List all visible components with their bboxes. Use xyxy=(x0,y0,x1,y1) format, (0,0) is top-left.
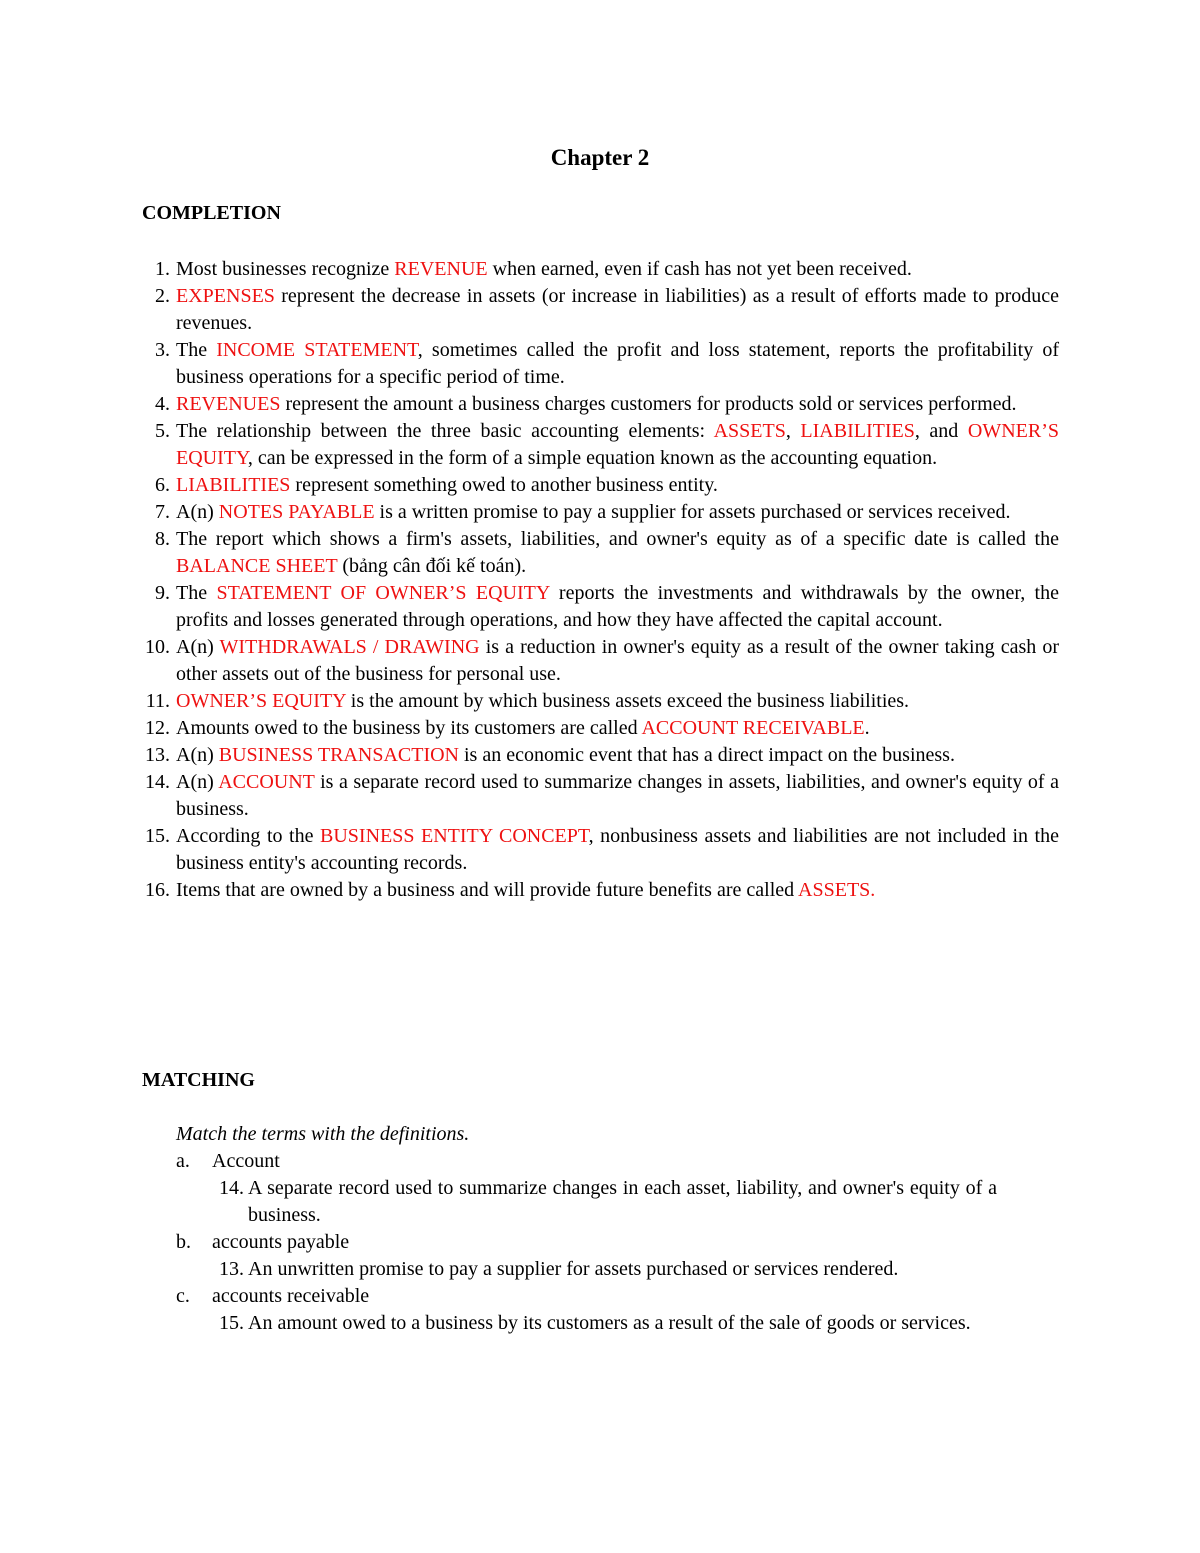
question-text: Items that are owned by a business and will provide future benefits are called xyxy=(176,879,799,901)
item-text xyxy=(176,744,955,766)
item-text xyxy=(176,393,1017,415)
answer-text: LIABILITIES xyxy=(176,474,291,496)
question-text: The report which shows a firm's assets, liabilities, and owner's equity as of a specific date is called the xyxy=(176,528,1059,550)
question-text: is an economic event that has a direct impact on the business. xyxy=(459,744,955,766)
item-text xyxy=(176,636,1059,685)
matching-definition xyxy=(142,1175,997,1229)
matching-term xyxy=(142,1229,1002,1256)
item-text xyxy=(176,690,909,712)
answer-text: ASSETS. xyxy=(798,879,876,901)
item-number: 16. xyxy=(145,879,170,901)
definition-text: A separate record used to summarize changes in each asset, liability, and owner's equity of a business. xyxy=(248,1177,997,1226)
item-text xyxy=(176,582,1059,631)
question-text: , can be expressed in the form of a simple equation known as the accounting equation. xyxy=(247,447,938,469)
question-text: represent something owed to another business entity. xyxy=(290,474,718,496)
question-text: (bảng cân đối kế toán). xyxy=(337,555,527,577)
answer-text: ACCOUNT xyxy=(218,771,315,793)
definition-text: An unwritten promise to pay a supplier for assets purchased or services rendered. xyxy=(248,1258,899,1280)
question-text: A(n) xyxy=(176,636,220,658)
question-text: represent the decrease in assets (or increase in liabilities) as a result of efforts made to produce revenues. xyxy=(176,285,1059,334)
question-text: Amounts owed to the business by its customers are called xyxy=(176,717,642,739)
answer-text: ACCOUNT RECEIVABLE xyxy=(641,717,865,739)
item-number: 6. xyxy=(155,474,170,496)
item-text xyxy=(176,528,1059,577)
item-text xyxy=(176,258,912,280)
question-text: A(n) xyxy=(176,744,219,766)
item-text xyxy=(176,420,1059,469)
term-letter: a. xyxy=(176,1150,190,1172)
answer-text: NOTES PAYABLE xyxy=(218,501,375,523)
term-letter: b. xyxy=(176,1231,191,1253)
item-number: 13. xyxy=(145,744,170,766)
question-text: According to the xyxy=(176,825,320,847)
item-text xyxy=(176,285,1059,334)
answer-text: OWNER’S EQUITY xyxy=(176,420,1059,469)
answer-text: ASSETS xyxy=(713,420,786,442)
item-number: 8. xyxy=(155,528,170,550)
definition-number: 15. xyxy=(219,1312,244,1334)
definition-number: 14. xyxy=(219,1177,244,1199)
answer-text: EXPENSES xyxy=(176,285,275,307)
item-number: 3. xyxy=(155,339,170,361)
item-number: 11. xyxy=(145,690,170,712)
completion-item xyxy=(142,742,1059,769)
question-text: is a reduction in owner's equity as a result of the owner taking cash or other assets out of the business for personal use. xyxy=(176,636,1060,685)
question-text: , sometimes called the profit and loss statement, reports the profitability of business operations for a specific period of time. xyxy=(176,339,1060,388)
completion-item xyxy=(142,472,1059,499)
item-number: 12. xyxy=(145,717,170,739)
term-text: Account xyxy=(212,1150,280,1172)
answer-text: WITHDRAWALS / DRAWING xyxy=(219,636,480,658)
completion-item xyxy=(142,337,1059,391)
item-text xyxy=(176,339,1059,388)
matching-instruction: Match the terms with the definitions. xyxy=(176,1123,470,1145)
question-text: . xyxy=(864,717,870,739)
completion-item xyxy=(142,877,1059,904)
page-title: Chapter 2 xyxy=(550,145,650,170)
item-text xyxy=(176,474,718,496)
answer-text: BUSINESS TRANSACTION xyxy=(218,744,459,766)
question-text: represent the amount a business charges customers for products sold or services performed. xyxy=(280,393,1017,415)
completion-item xyxy=(142,526,1059,580)
matching-definition xyxy=(142,1256,997,1283)
matching-term xyxy=(142,1148,1002,1175)
question-text: The relationship between the three basic accounting elements: xyxy=(176,420,714,442)
matching-definition xyxy=(142,1310,997,1337)
item-number: 1. xyxy=(155,258,170,280)
completion-item xyxy=(142,688,1059,715)
completion-item xyxy=(142,634,1059,688)
completion-list xyxy=(142,256,1059,904)
term-letter: c. xyxy=(176,1285,190,1307)
item-number: 4. xyxy=(155,393,170,415)
question-text: is a separate record used to summarize changes in assets, liabilities, and owner's equity of a business. xyxy=(176,771,1059,820)
item-text xyxy=(176,825,1059,874)
completion-item xyxy=(142,391,1059,418)
completion-item xyxy=(142,283,1059,337)
item-text xyxy=(176,717,870,739)
question-text: A(n) xyxy=(176,501,219,523)
answer-text: BUSINESS ENTITY CONCEPT xyxy=(320,825,589,847)
completion-item xyxy=(142,715,1059,742)
question-text: is a written promise to pay a supplier for assets purchased or services received. xyxy=(374,501,1011,523)
question-text: A(n) xyxy=(176,771,219,793)
item-number: 14. xyxy=(145,771,170,793)
answer-text: REVENUE xyxy=(394,258,488,280)
answer-text: OWNER’S EQUITY xyxy=(176,690,346,712)
item-number: 9. xyxy=(155,582,170,604)
item-number: 15. xyxy=(145,825,170,847)
question-text: , xyxy=(785,420,801,442)
answer-text: INCOME STATEMENT xyxy=(216,339,418,361)
question-text: when earned, even if cash has not yet been received. xyxy=(487,258,912,280)
question-text: The xyxy=(176,582,217,604)
question-text: , and xyxy=(914,420,968,442)
completion-item xyxy=(142,580,1059,634)
definition-number: 13. xyxy=(219,1258,244,1280)
item-number: 2. xyxy=(155,285,170,307)
question-text: , nonbusiness assets and liabilities are not included in the business entity's accounting records. xyxy=(176,825,1059,874)
completion-item xyxy=(142,769,1059,823)
item-text xyxy=(176,771,1059,820)
question-text: The xyxy=(176,339,217,361)
completion-item xyxy=(142,256,1059,283)
question-text: is the amount by which business assets exceed the business liabilities. xyxy=(345,690,910,712)
matching-terms xyxy=(142,1148,1002,1337)
matching-term xyxy=(142,1283,1002,1310)
completion-item xyxy=(142,499,1059,526)
answer-text: REVENUES xyxy=(176,393,281,415)
item-number: 10. xyxy=(145,636,170,658)
completion-item xyxy=(142,418,1059,472)
term-text: accounts receivable xyxy=(212,1285,370,1307)
item-number: 7. xyxy=(155,501,170,523)
matching-section xyxy=(142,1121,1002,1337)
answer-text: BALANCE SHEET xyxy=(176,555,338,577)
answer-text: LIABILITIES xyxy=(800,420,915,442)
completion-item xyxy=(142,823,1059,877)
definition-text: An amount owed to a business by its customers as a result of the sale of goods or services. xyxy=(248,1312,971,1334)
question-text: reports the investments and withdrawals by the owner, the profits and losses generated through operations, and how they have affected the capital account. xyxy=(176,582,1059,631)
answer-text: STATEMENT OF OWNER’S EQUITY xyxy=(216,582,550,604)
matching-heading: MATCHING xyxy=(142,1069,255,1091)
completion-heading: COMPLETION xyxy=(142,202,281,224)
item-text xyxy=(176,879,875,901)
question-text: Most businesses recognize xyxy=(176,258,395,280)
item-text xyxy=(176,501,1010,523)
item-number: 5. xyxy=(155,420,170,442)
term-text: accounts payable xyxy=(212,1231,350,1253)
